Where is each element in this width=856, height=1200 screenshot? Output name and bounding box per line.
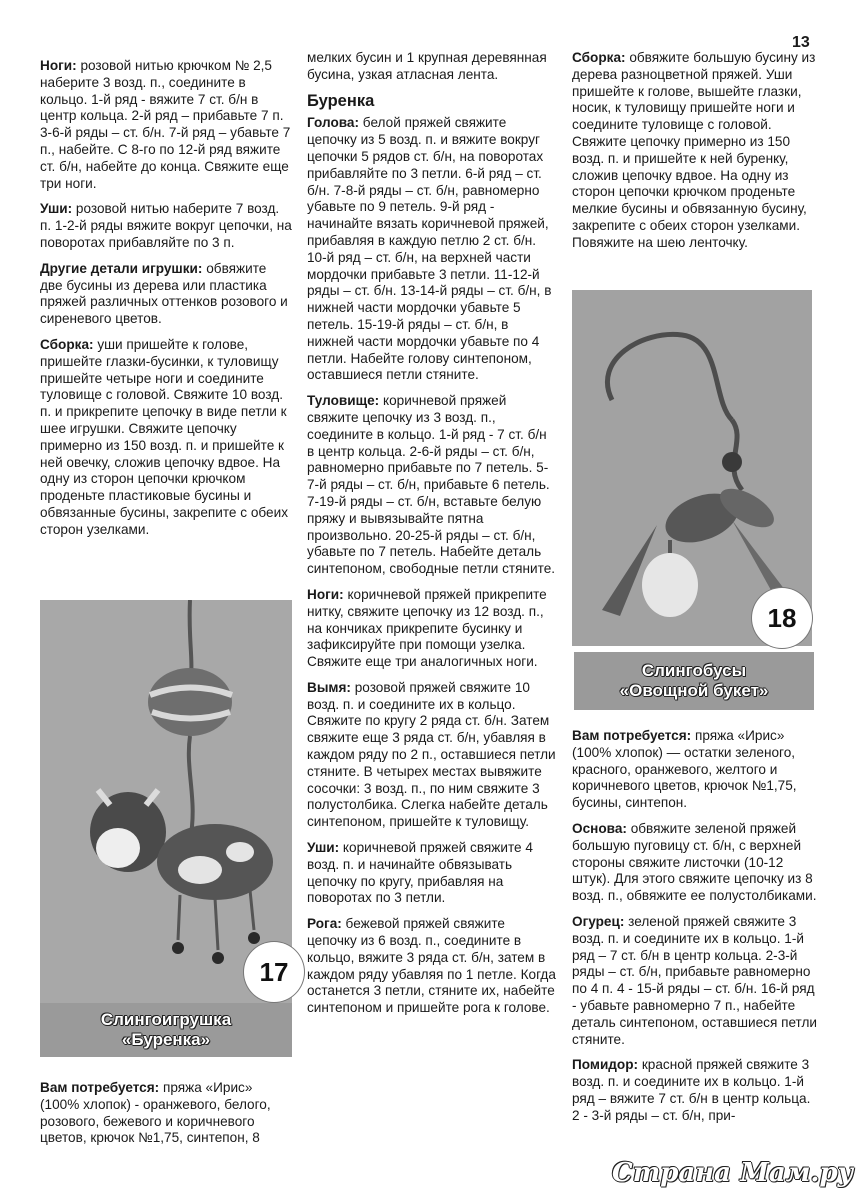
base-label: Основа: bbox=[572, 820, 627, 836]
body-text: коричневой пряжей свяжите цепочку из 3 возд. п., соедините в кольцо. 1-й ряд - 7 ст. б/н в центр кольца. 2-6-й ряды – ст. б/н, равномерно прибавьте по 7 петель. 5-7-й ряды – ст. б/н, прибавьте 6 петель. 7-19-й ряды – ст. б/н, вставьте белую пряжу и вывязывайте пятна произвольно. 20-25-й ряды – ст. б/н, убавьте по 7 петель. Набейте деталь синтепоном, свободные петли стяните. bbox=[307, 393, 556, 577]
assembly-label: Сборка: bbox=[40, 336, 94, 352]
cucumber-label: Огурец: bbox=[572, 913, 625, 929]
caption-cow-toy bbox=[40, 1003, 292, 1057]
caption-cow-line2: «Буренка» bbox=[121, 1030, 211, 1049]
cow-assembly-paragraph bbox=[572, 50, 820, 252]
section-heading-burenka: Буренка bbox=[307, 91, 375, 110]
cow-ears-label: Уши: bbox=[307, 840, 340, 856]
caption-veg-line1: Слингобусы bbox=[641, 661, 747, 680]
left-column bbox=[40, 58, 292, 548]
page-number: 13 bbox=[792, 34, 810, 51]
tomato-label: Помидор: bbox=[572, 1057, 639, 1073]
site-watermark: Страна Мам.ру bbox=[612, 1158, 854, 1188]
ears-label: Уши: bbox=[40, 201, 73, 217]
legs-label: Ноги: bbox=[40, 58, 77, 73]
cucumber-paragraph bbox=[572, 914, 820, 1048]
horns-label: Рога: bbox=[307, 916, 342, 932]
assembly-text: уши пришейте к голове, пришейте глазки-бусинки, к туловищу пришейте четыре ноги и соедините туловище с головой. Свяжите 10 возд. п. и прикрепите цепочку в виде петли к шее игрушки. Свяжите цепочку примерно из 150 возд. п. и пришейте к ней овечку, сложив цепочку вдвое. На одну из сторон цепочки крючком проденьте пластиковые бусины и обвязанные бусины, закрепите с обеих сторон узелками. bbox=[40, 336, 288, 537]
needed-text-cow: пряжа «Ирис» (100% хлопок) - оранжевого, белого, розового, бежевого и коричневого цветов, крючок №1,75, синтепон, 8 bbox=[40, 1080, 271, 1146]
right-column-top bbox=[572, 50, 820, 261]
left-needed-block bbox=[40, 1080, 292, 1156]
caption-vegetable-bouquet bbox=[574, 652, 814, 710]
needed-paragraph-veg bbox=[572, 728, 820, 812]
caption-cow-line1: Слингоигрушка bbox=[100, 1010, 232, 1029]
udder-paragraph bbox=[307, 680, 557, 831]
base-paragraph bbox=[572, 821, 820, 905]
needed-text-veg: пряжа «Ирис» (100% хлопок) — остатки зеленого, красного, оранжевого, желтого и коричневого цветов, крючок №1,75, бусины, синтепон. bbox=[572, 728, 797, 811]
cow-ears-text: коричневой пряжей свяжите 4 возд. п. и начинайте обвязывать цепочку по кругу, прибавляя на поворотах по 3 петли. bbox=[307, 840, 533, 906]
materials-continued: мелких бусин и 1 крупная деревянная бусина, узкая атласная лента. bbox=[307, 50, 547, 82]
other-parts-label: Другие детали игрушки: bbox=[40, 260, 203, 276]
cow-ears-paragraph bbox=[307, 840, 557, 907]
right-column-bottom bbox=[572, 728, 820, 1134]
needed-paragraph-cow bbox=[40, 1080, 292, 1147]
photo-number-badge-17: 17 bbox=[244, 942, 304, 1002]
cow-assembly-text: обвяжите большую бусину из дерева разноцветной пряжей. Уши пришейте к голове, вышейте глазки, носик, к туловищу пришейте ноги и соедините туловище с головой. Свяжите цепочку примерно из 150 возд. п. и пришейте к ней буренку, сложив цепочку вдвое. На одну из сторон цепочки крючком проденьте мелкие бусины и обвязанную бусину, закрепите с обеих сторон узелками. Повяжите на шею ленточку. bbox=[572, 50, 816, 250]
tomato-paragraph bbox=[572, 1057, 820, 1124]
base-text: обвяжите зеленой пряжей большую пуговицу ст. б/н, с верхней стороны свяжите листочки (10-12 штук). Для этого свяжите цепочку из 8 возд. п., обвяжите ее полустолбиками. bbox=[572, 820, 817, 904]
needed-label-veg: Вам потребуется: bbox=[572, 728, 692, 743]
cow-legs-text: коричневой пряжей прикрепите нитку, свяжите цепочку из 12 возд. п., на кончиках прикрепите бусинку и зафиксируйте при помощи узелка. Свяжите еще три аналогичных ноги. bbox=[307, 586, 547, 670]
ears-paragraph bbox=[40, 201, 292, 251]
ears-text: розовой нитью наберите 7 возд. п. 1-2-й ряды вяжите вокруг цепочки, на поворотах прибавляйте по 3 п. bbox=[40, 201, 292, 250]
assembly-paragraph bbox=[40, 337, 292, 539]
udder-label: Вымя: bbox=[307, 679, 351, 695]
legs-text: розовой нитью крючком № 2,5 наберите 3 возд. п., соедините в кольцо. 1-й ряд - вяжите 7 ст. б/н в центр кольца. 2-й ряд – прибавьте 7 п. 3-6-й ряды – ст. б/н. 7-й ряд – убавьте 7 п., набейте. С 8-го по 12-й ряд вяжите ст. б/н, набейте до конца. Свяжите еще три ноги. bbox=[40, 58, 291, 191]
horns-paragraph bbox=[307, 916, 557, 1017]
head-paragraph bbox=[307, 115, 557, 384]
caption-veg-line2: «Овощной букет» bbox=[619, 681, 769, 700]
middle-column bbox=[307, 50, 557, 1026]
needed-label-cow: Вам потребуется: bbox=[40, 1080, 160, 1095]
tomato-text: красной пряжей свяжите 3 возд. п. и соедините их в кольцо. 1-й ряд – вяжите 7 ст. б/н в центр кольца. 2 - 3-й ряды – ст. б/н, при- bbox=[572, 1057, 811, 1123]
cow-legs-paragraph bbox=[307, 587, 557, 671]
cow-legs-label: Ноги: bbox=[307, 586, 344, 602]
other-parts-text: обвяжите две бусины из дерева или пластика пряжей различных оттенков розового и сиреневого цветов. bbox=[40, 260, 288, 327]
cucumber-text: зеленой пряжей свяжите 3 возд. п. и соедините их в кольцо. 1-й ряд – 7 ст. б/н в центр кольца. 2-3-й ряды – ст. б/н, прибавьте равномерно по 4 п. 4 - 15-й ряды – ст. б/н. 16-й ряд - убавьте равномерно 7 п., набейте деталь синтепоном, оставшиеся петли стяните. bbox=[572, 913, 818, 1047]
head-label: Голова: bbox=[307, 115, 360, 131]
body-label: Туловище: bbox=[307, 393, 380, 409]
head-text: белой пряжей свяжите цепочку из 5 возд. п. и вяжите вокруг цепочки 5 рядов ст. б/н, на поворотах прибавляйте по 3 петли. 6-й ряд – ст. б/н. 7-8-й ряды – ст. б/н, равномерно убавьте по 9 петель. 9-й ряд - начинайте вязать коричневой пряжей, прибавляя в каждую петлю 2 ст. б/н. 10-й ряд – ст. б/н, на верхней части мордочки прибавьте 3 петли. 11-12-й ряды – ст. б/н. 13-14-й ряды – ст. б/н, в нижней части мордочки убавьте 5 петель. 15-19-й ряды – ст. б/н, в нижней части мордочки убавьте по 4 петли. Набейте голову синтепоном, оставшиеся петли стяните. bbox=[307, 115, 552, 383]
photo-number-badge-18: 18 bbox=[752, 588, 812, 648]
cow-assembly-label: Сборка: bbox=[572, 50, 626, 65]
legs-paragraph bbox=[40, 58, 292, 192]
horns-text: бежевой пряжей свяжите цепочку из 6 возд. п., соедините в кольцо, вяжите 3 ряда ст. б/н, затем в каждом ряду убавляя по 1 петле. Когда останется 3 петли, стяните их, набейте синтепоном и пришейте рога к голове. bbox=[307, 916, 556, 1016]
other-parts-paragraph bbox=[40, 261, 292, 328]
udder-text: розовой пряжей свяжите 10 возд. п. и соедините их в кольцо. Свяжите по кругу 2 ряда ст. б/н. Затем свяжите еще 3 ряда ст. б/н, убавляя в каждом ряду по 2 п., оставшиеся петли стяните. В четырех местах вывяжите сосочки: 3 возд. п., по ним свяжите 3 полустолбика. Слегка набейте деталь синтепоном, пришейте к туловищу. bbox=[307, 679, 556, 830]
body-paragraph bbox=[307, 393, 557, 578]
